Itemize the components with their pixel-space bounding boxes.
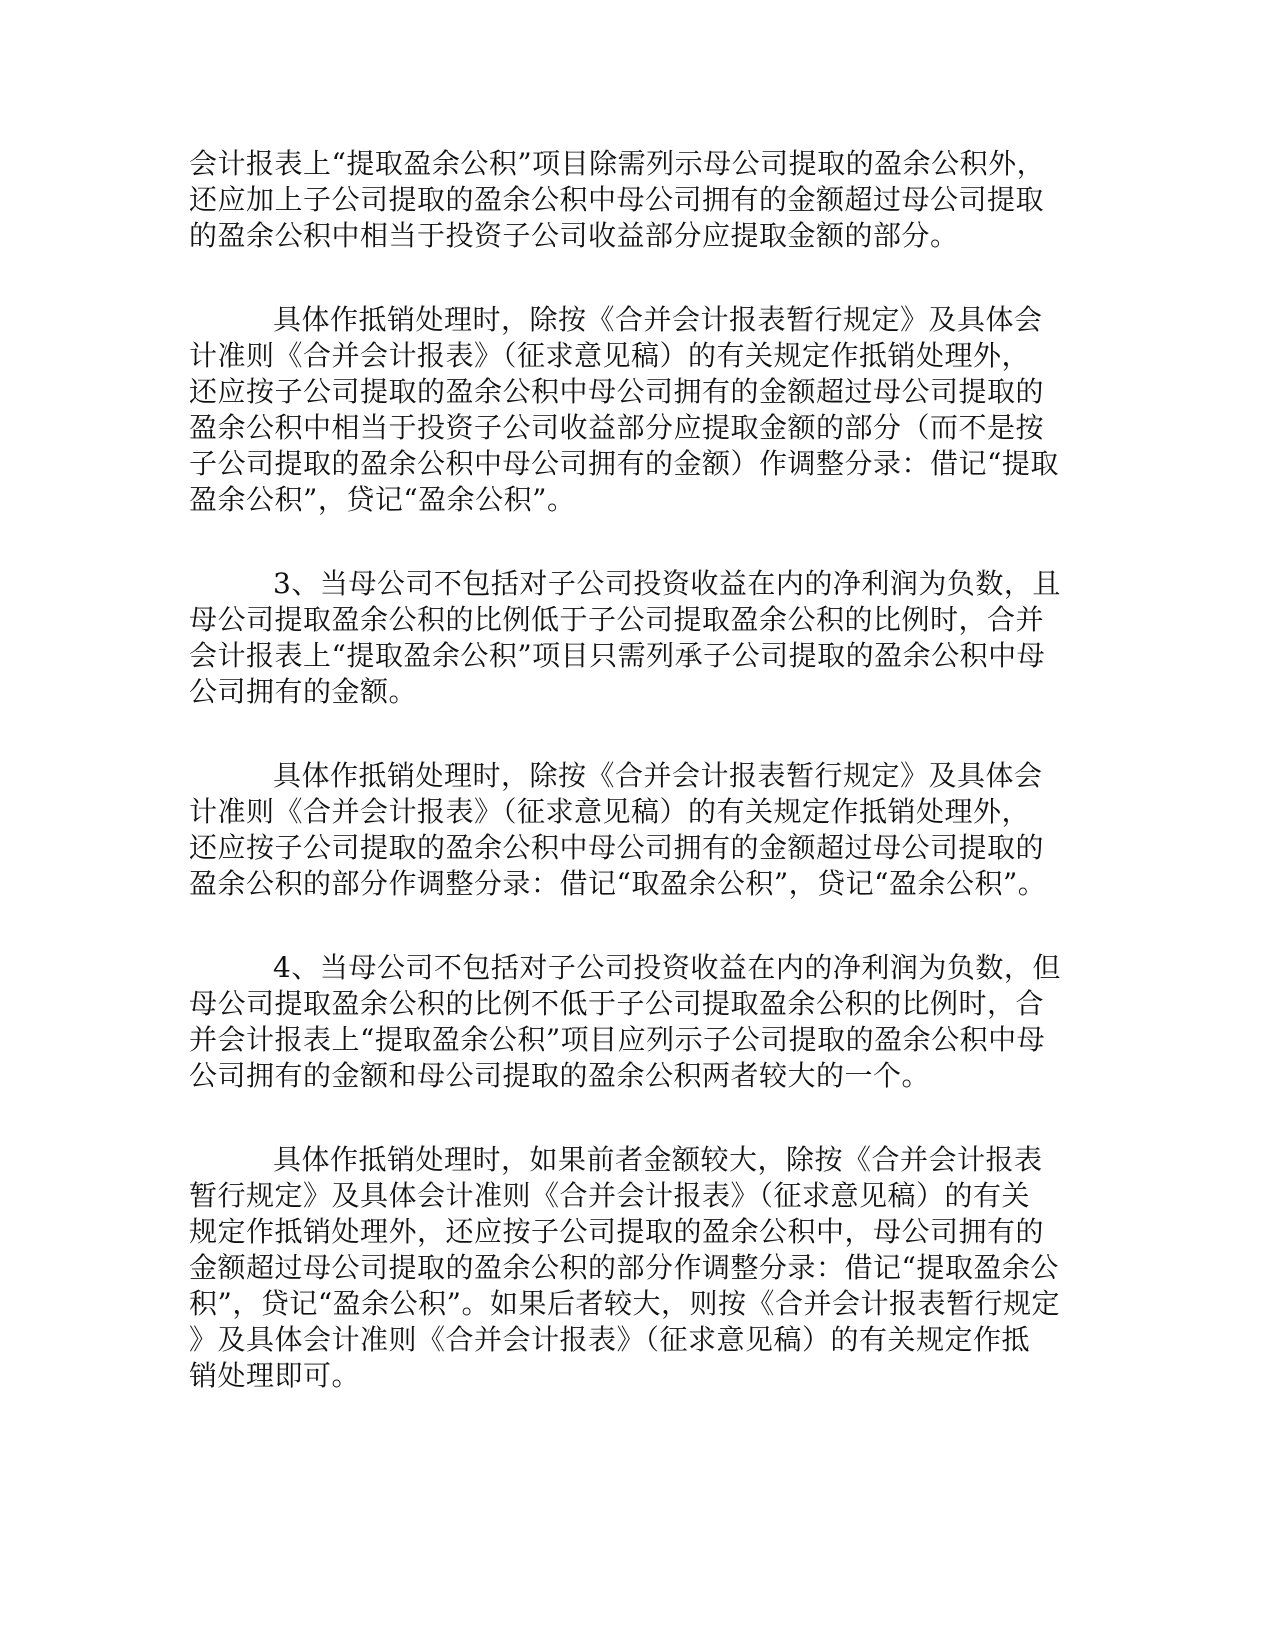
- text-line: 规定作抵销处理外，还应按子公司提取的盈余公积中，母公司拥有的: [189, 1215, 1045, 1248]
- text-line: 母公司提取盈余公积的比例不低于子公司提取盈余公积的比例时，合: [189, 987, 1045, 1020]
- text-line: 盈余公积”，贷记“盈余公积”。: [189, 483, 576, 516]
- paragraph-2: [189, 302, 1069, 518]
- text-line: 暂行规定》及具体会计准则《合并会计报表》（征求意见稿）的有关: [189, 1179, 1031, 1212]
- paragraph-gap: [189, 254, 1069, 302]
- paragraph-5: [189, 950, 1069, 1094]
- paragraph-1: [189, 146, 1069, 254]
- text-line: 盈余公积的部分作调整分录：借记“取盈余公积”，贷记“盈余公积”。: [189, 867, 1047, 900]
- paragraph-gap: [189, 902, 1069, 950]
- text-line: 还应加上子公司提取的盈余公积中母公司拥有的金额超过母公司提取: [189, 183, 1045, 216]
- text-line: 计准则《合并会计报表》（征求意见稿）的有关规定作抵销处理外，: [189, 795, 1031, 828]
- text-line: 具体作抵销处理时，如果前者金额较大，除按《合并会计报表: [273, 1143, 1043, 1176]
- text-line: 销处理即可。: [189, 1359, 361, 1392]
- text-line: 具体作抵销处理时，除按《合并会计报表暂行规定》及具体会: [273, 303, 1043, 336]
- paragraph-gap: [189, 1094, 1069, 1142]
- paragraph-3: [189, 566, 1069, 710]
- text-line: 还应按子公司提取的盈余公积中母公司拥有的金额超过母公司提取的: [189, 831, 1045, 864]
- text-line: 计准则《合并会计报表》（征求意见稿）的有关规定作抵销处理外，: [189, 339, 1031, 372]
- text-line: 的盈余公积中相当于投资子公司收益部分应提取金额的部分。: [189, 219, 959, 252]
- text-line: 公司拥有的金额和母公司提取的盈余公积两者较大的一个。: [189, 1059, 931, 1092]
- text-line: 会计报表上“提取盈余公积”项目除需列示母公司提取的盈余公积外，: [189, 147, 1046, 180]
- text-line: 会计报表上“提取盈余公积”项目只需列承子公司提取的盈余公积中母: [189, 639, 1046, 672]
- text-line: 公司拥有的金额。: [189, 675, 418, 708]
- text-line: 积”，贷记“盈余公积”。如果后者较大，则按《合并会计报表暂行规定: [189, 1287, 1060, 1320]
- paragraph-6: [189, 1142, 1069, 1394]
- text-line: 还应按子公司提取的盈余公积中母公司拥有的金额超过母公司提取的: [189, 375, 1045, 408]
- text-line: 并会计报表上“提取盈余公积”项目应列示子公司提取的盈余公积中母: [189, 1023, 1046, 1056]
- text-line: 母公司提取盈余公积的比例低于子公司提取盈余公积的比例时，合并: [189, 603, 1045, 636]
- paragraph-gap: [189, 710, 1069, 758]
- paragraph-4: [189, 758, 1069, 902]
- text-line: 4、当母公司不包括对子公司投资收益在内的净利润为负数，但: [273, 951, 1061, 984]
- paragraph-gap: [189, 518, 1069, 566]
- text-line: 金额超过母公司提取的盈余公积的部分作调整分录：借记“提取盈余公: [189, 1251, 1059, 1284]
- text-line: 子公司提取的盈余公积中母公司拥有的金额）作调整分录：借记“提取: [189, 447, 1059, 480]
- text-line: 盈余公积中相当于投资子公司收益部分应提取金额的部分（而不是按: [189, 411, 1045, 444]
- text-line: 具体作抵销处理时，除按《合并会计报表暂行规定》及具体会: [273, 759, 1043, 792]
- document-body: [189, 146, 1069, 1394]
- text-line: 3、当母公司不包括对子公司投资收益在内的净利润为负数，且: [273, 567, 1061, 600]
- text-line: 》及具体会计准则《合并会计报表》（征求意见稿）的有关规定作抵: [189, 1323, 1031, 1356]
